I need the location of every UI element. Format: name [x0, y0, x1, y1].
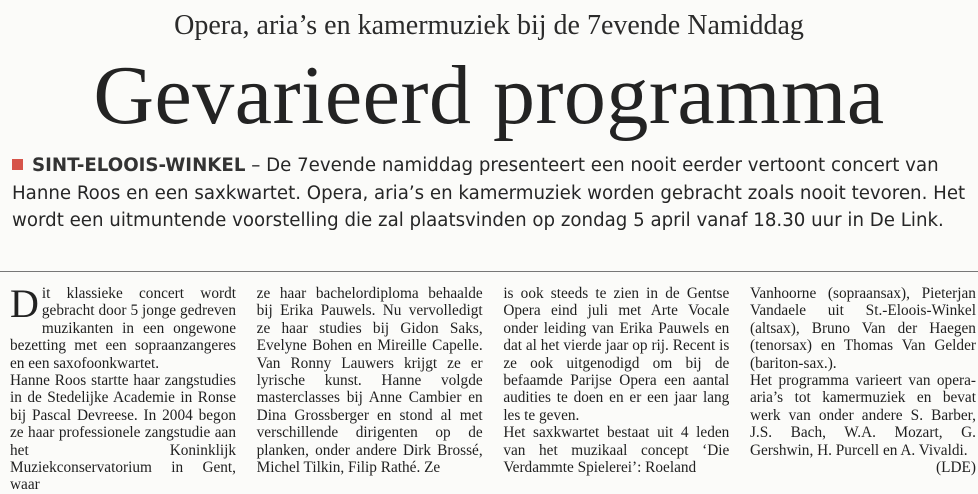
lead-text: De 7evende namiddag presenteert een nooit eerder vertoont concert van Hanne Roos en een saxkwartet. Opera, aria’s en kamermuziek worden gebracht zoals nooit tevoren. Het wordt een uitmuntende voorstelling die zal plaatsvinden op zondag 5 april vanaf 18.30 uur in De Link. [12, 155, 966, 231]
body-paragraph [10, 281, 236, 372]
body-paragraph: Hanne Roos startte haar zangstudies in de Stedelijke Academie in Ronse bij Pascal Devreese. In 2004 begon ze haar professionele zangstudie aan het Koninklijk Muziekconservatorium in Gent, waar [10, 372, 236, 494]
body-paragraph: Het saxkwartet bestaat uit 4 leden van het muzikaal concept ‘Die Verdammte Spielerei’: Roeland [503, 424, 730, 477]
lead-dash: – [245, 155, 267, 176]
article-body [10, 281, 976, 494]
body-paragraph: ze haar bachelordiploma behaalde bij Erika Pauwels. Nu vervolledigt ze haar studies bij Gidon Saks, Evelyne Bohen en Mireille Capelle. Van Ronny Lauwers krijgt ze er lyrische kunst. Hanne volgde masterclasses bij Anne Cambier en Dina Grossberger en stond al met verschillende dirigenten op de planken, onder andere Dirk Brossé, Michel Tilkin, Filip Rathé. Ze [256, 285, 483, 477]
article-lead [12, 152, 968, 235]
body-column-1 [10, 281, 236, 494]
column-divider-rule [0, 271, 978, 272]
section-marker-square [12, 159, 23, 170]
body-column-2 [257, 285, 483, 484]
article-kicker: Opera, aria’s en kamermuziek bij de 7evende Namiddag [174, 10, 804, 41]
paragraph-text: it klassieke concert wordt gebracht door 5 jonge gedreven muzikanten in een ongewone bezetting met een sopraanzangeres en een saxofoonkwartet. [10, 285, 236, 372]
lead-place: SINT-ELOOIS-WINKEL [32, 155, 246, 176]
drop-cap: D [10, 281, 39, 326]
body-column-4 [750, 285, 976, 484]
paragraph-text: Het programma varieert van opera-aria’s tot kamermuziek en bevat werk van onder andere S. Barber, J.S. Bach, W.A. Mozart, G. Gershwin, H. Purcell en A. Vivaldi. [749, 372, 976, 459]
author-byline: (LDE) [936, 459, 976, 477]
article-headline: Gevarieerd programma [93, 49, 885, 142]
body-paragraph: is ook steeds te zien in de Gentse Opera eind juli met Arte Vocale onder leiding van Erika Pauwels en dat al het vierde jaar op rij. Recent is ze ook uitgenodigd om bij de befaamde Parijse Opera een aantal audities te doen en er een jaar lang les te geven. [503, 285, 730, 424]
body-paragraph: Vanhoorne (sopraansax), Pieterjan Vandaele uit St.-Eloois-Winkel (altsax), Bruno Van der Haegen (tenorsax) en Thomas Van Gelder (bariton-sax.). [749, 285, 976, 372]
body-paragraph [749, 372, 976, 477]
body-column-3 [503, 285, 729, 484]
